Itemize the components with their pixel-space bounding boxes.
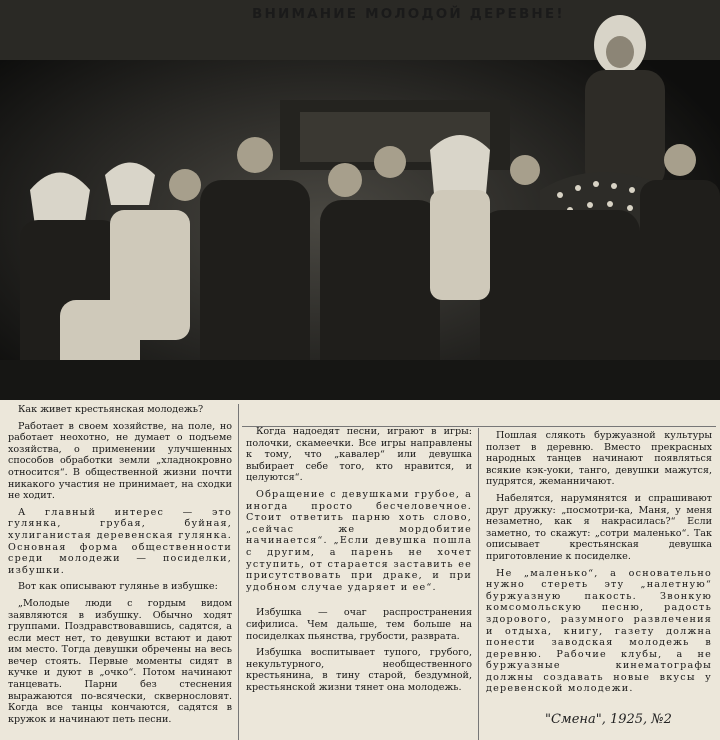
column-paragraph: Как живет крестьянская молодежь? xyxy=(18,404,204,415)
column-paragraph: Пошлая слякоть буржуазной культуры ползет в деревню. Вместо прекрасных народных танцев начинают появляться всякие кэк-уоки, танго, девушки мажутся, пудрятся, жеманничают. xyxy=(486,430,712,488)
column-paragraph: Вот как описывают гулянье в избушке: xyxy=(18,581,218,593)
source-citation: "Смена", 1925, №2 xyxy=(545,712,672,727)
article-column-1 xyxy=(8,404,232,730)
headline: ВНИМАНИЕ МОЛОДОЙ ДЕРЕВНЕ! xyxy=(252,6,565,22)
column-paragraph: Обращение с девушками грубое, а иногда просто бесчеловечное. Стоит ответить парню хоть слово, „сейчас же мордобитие начинается“. „Если девушка пошла с другим, а парень не хочет уступить, от старается заставить ее присутствовать при драке, и при удобном случае ударяет и ее“. xyxy=(246,488,472,593)
column-paragraph: Набелятся, нарумянятся и спрашивают друг дружку: „посмотри-ка, Маня, у меня незаметно, как я накрасилась?“ Если заметно, то скажут: „сотри маленько“. Так описывает крестьянская девушка приготовление к посиделке. xyxy=(486,492,712,562)
column-paragraph: Избушка воспитывает тупого, грубого, некультурного, необщественного крестьянина, в тину старой, бездумной, крестьянской жизни тянет она молодежь. xyxy=(246,647,472,693)
column-paragraph: Когда надоедят песни, играют в игры: полочки, скамеечки. Все игры направлены к тому, что „кавалер“ или девушка выбирает себе того, кто нравится, и целуются“. xyxy=(246,426,472,484)
column-divider xyxy=(238,404,239,740)
article-column-2 xyxy=(246,426,472,698)
column-divider xyxy=(478,428,479,740)
column-paragraph: Работает в своем хозяйстве, на поле, но работает неохотно, не думает о подъеме хозяйства, о применении улучшенных способов обработки земли „хладнокровно относится“. В общественной жизни почти никакого участия не принимает, на сходки не ходит. xyxy=(8,420,232,502)
column-paragraph: А главный интерес — это гулянка, грубая, буйная, хулиганистая деревенская гулянка. Основная форма общественности среди молодежи — посиделки, избушки. xyxy=(8,506,232,576)
column-paragraph: Не „маленько“, а основательно нужно стереть эту „налетную“ буржуазную пакость. Звонкую комсомольскую песню, радость здорового, разумного развлечения и отдыха, книгу, газету должна понести заводская молодежь в деревню. Рабочие клубы, а не буржуазные кинематографы должны создавать новые вкусы у деревенской молодежи. xyxy=(486,567,712,695)
article-column-3 xyxy=(486,430,712,700)
column-paragraph: Избушка — очаг распространения сифилиса. Чем дальше, тем больше на посиделках пьянства, грубости, разврата. xyxy=(246,607,472,642)
column-paragraph: „Молодые люди с гордым видом заявляются в избушку. Обычно ходят группами. Поздравствовавшись, садятся, а если мест нет, то девушки встают и дают им место. Тогда девушки обречены на весь вечер стоять. Первые моменты сидят в кучке и дуют в „очко“. Потом начинают танцевать. Парни без стеснения выражаются по-всячески, сквернословят. Когда все танцы кончаются, садятся в кружок и начинают петь песни. xyxy=(8,597,232,725)
